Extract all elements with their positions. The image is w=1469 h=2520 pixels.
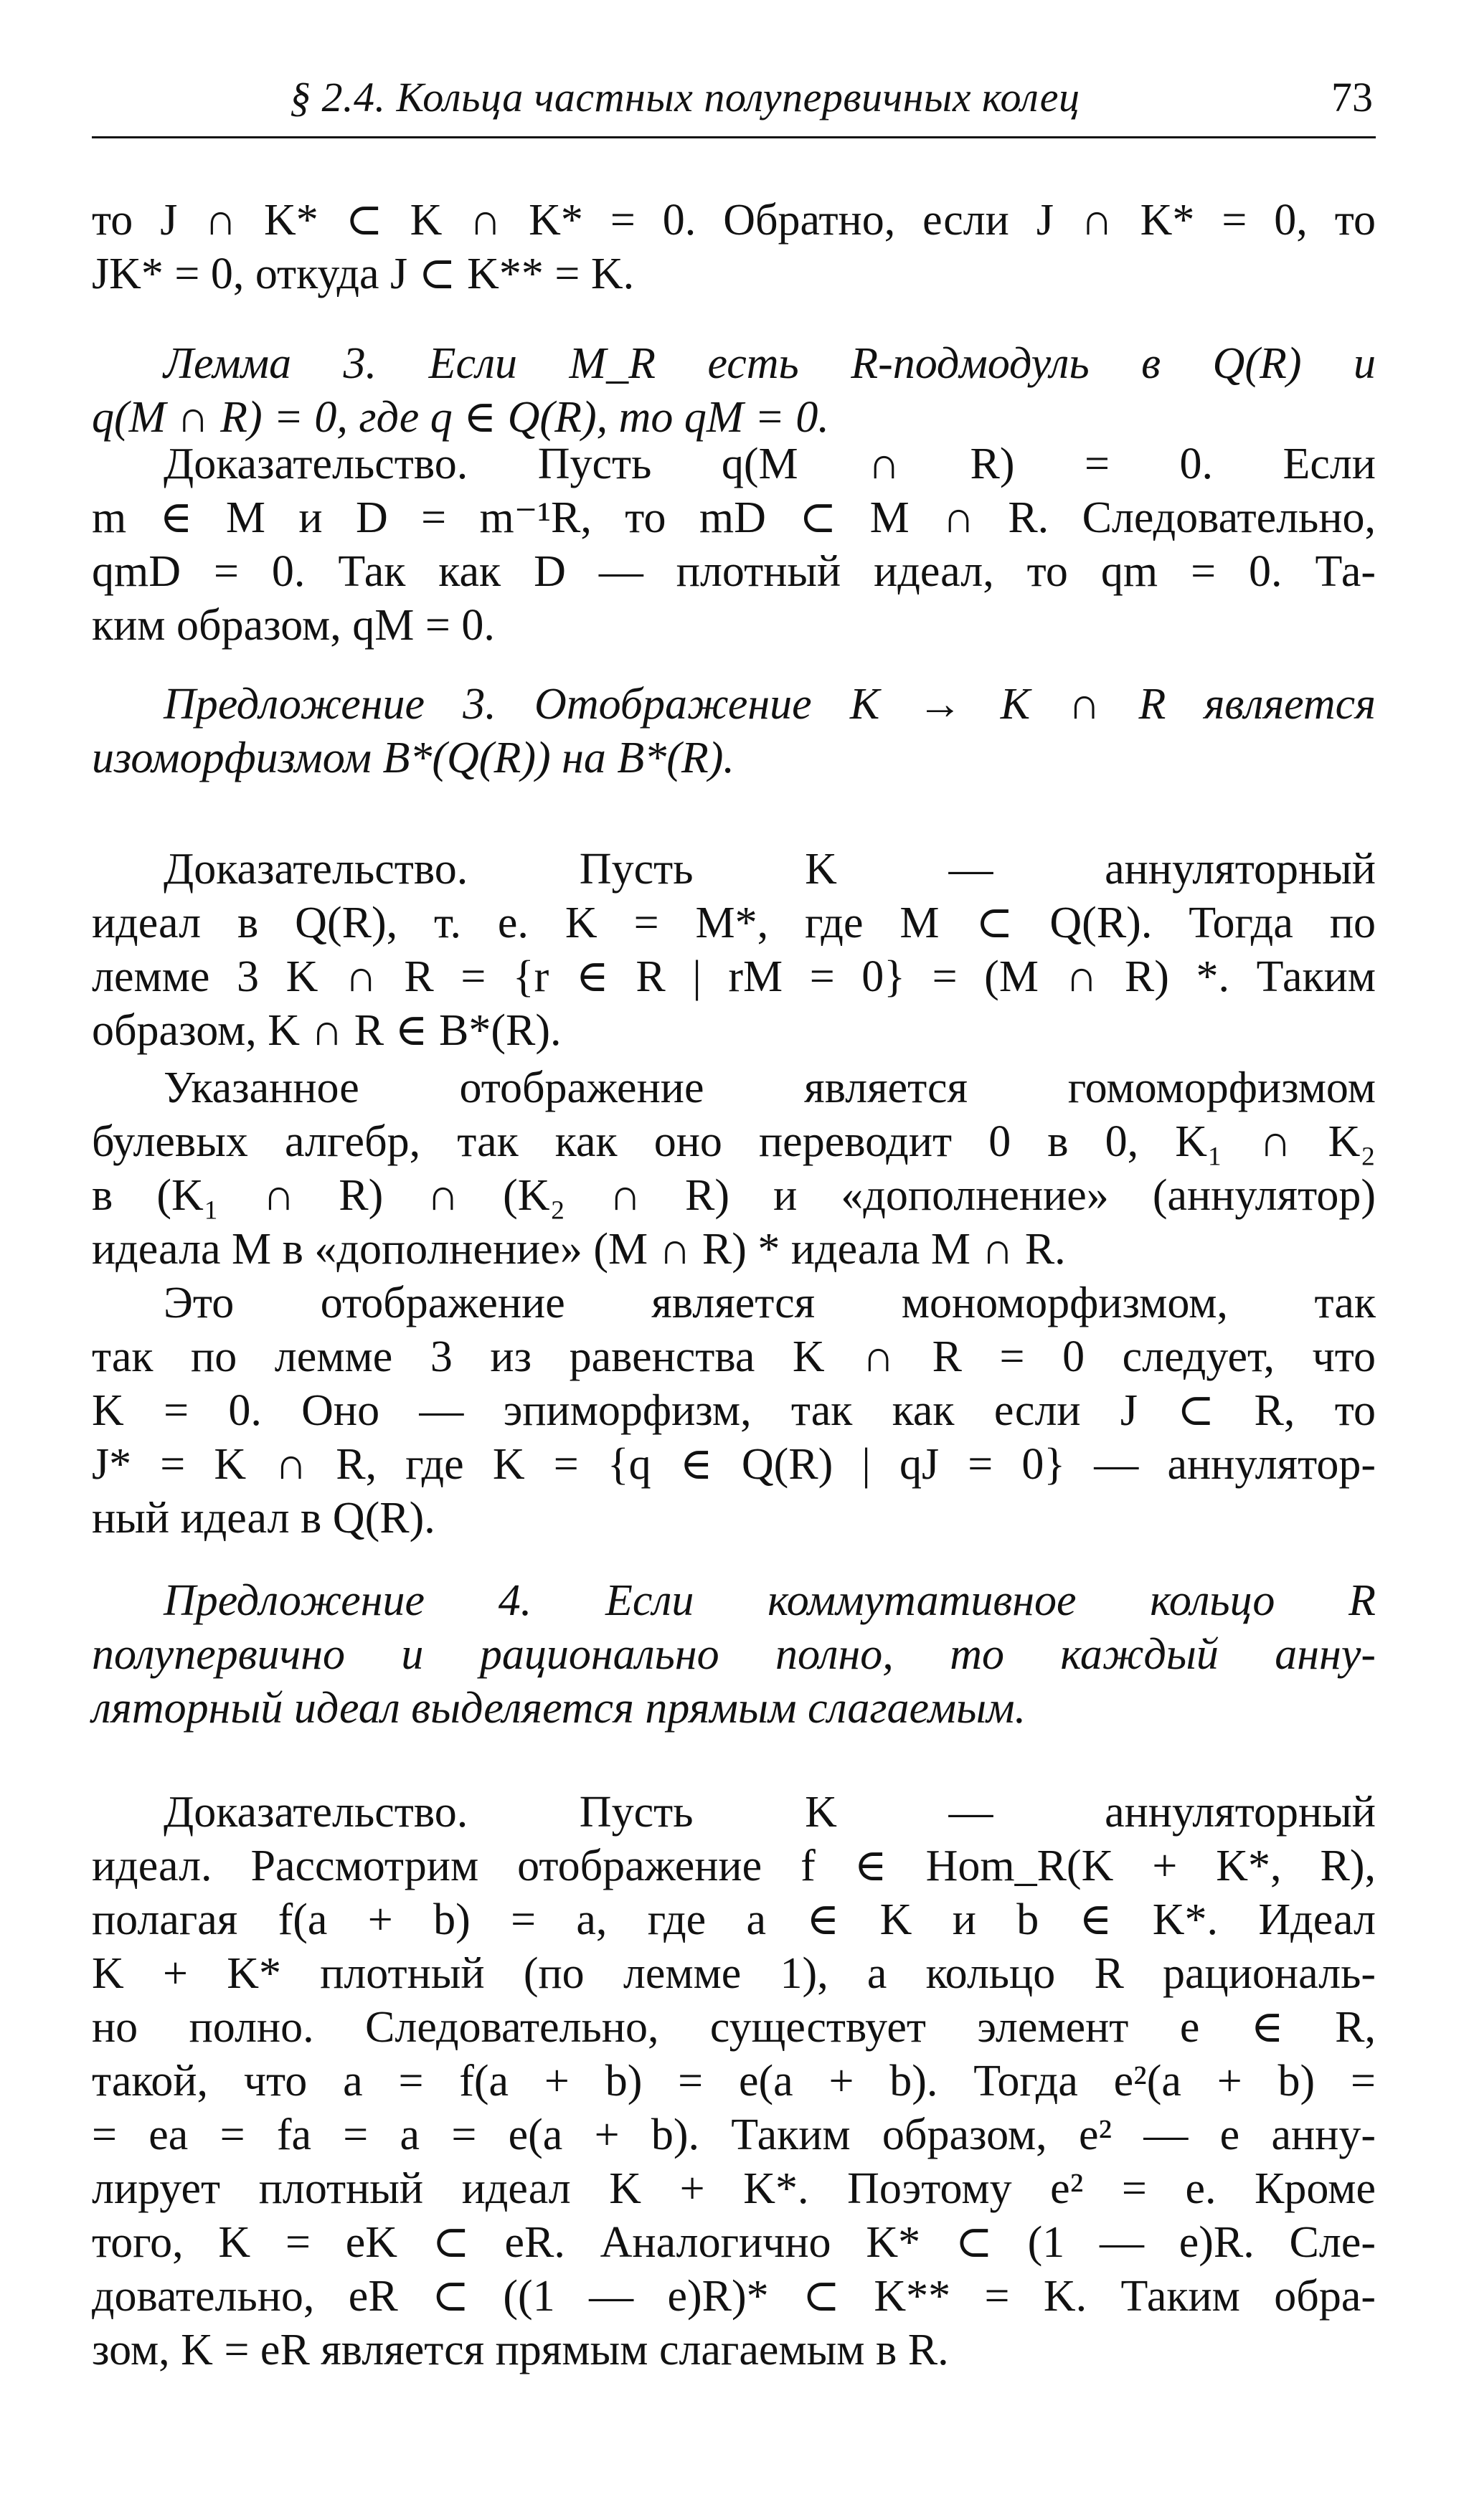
text-line: Лемма 3. Если M_R есть R-подмодуль в Q(R) и <box>164 339 1376 388</box>
text-line: ляторный идеал выделяется прямым слагаемым. <box>92 1684 1026 1733</box>
text-line: идеал в Q(R), т. е. K = M*, где M ⊂ Q(R). Тогда по <box>92 899 1376 947</box>
lemma-3 <box>92 337 1376 445</box>
page-number: 73 <box>1331 74 1373 120</box>
proposition-3-proof-isomorphism <box>92 1276 1376 1545</box>
text-line: = ea = fa = a = e(a + b). Таким образом, e² — e анну- <box>92 2111 1376 2159</box>
text-line: ким образом, qM = 0. <box>92 601 495 650</box>
text-line: зом, K = eR является прямым слагаемым в R. <box>92 2326 949 2374</box>
text-line: JK* = 0, откуда J ⊂ K** = K. <box>92 250 635 298</box>
proposition-3-proof-homomorphism <box>92 1061 1376 1276</box>
running-title: § 2.4. Кольца частных полупервичных колец <box>290 74 1080 120</box>
text-line: Это отображение является мономорфизмом, так <box>164 1279 1376 1327</box>
text-line: лемме 3 K ∩ R = {r ∈ R | rM = 0} = (M ∩ R) *. Таким <box>92 952 1376 1001</box>
text-line: ный идеал в Q(R). <box>92 1494 435 1543</box>
text-line: так по лемме 3 из равенства K ∩ R = 0 следует, что <box>92 1332 1376 1381</box>
text-line: того, K = eK ⊂ eR. Аналогично K* ⊂ (1 — e)R. Сле- <box>92 2218 1376 2267</box>
text-line: полупервично и рационально полно, то каждый анну- <box>92 1630 1376 1679</box>
text-line: в (K₁ ∩ R) ∩ (K₂ ∩ R) и «дополнение» (аннулятор) <box>92 1171 1376 1220</box>
proposition-4-proof <box>92 1786 1376 2377</box>
text-line: K + K* плотный (по лемме 1), а кольцо R рациональ- <box>92 1949 1376 1998</box>
lemma-3-proof <box>92 437 1376 653</box>
text-line: лирует плотный идеал K + K*. Поэтому e² = e. Кроме <box>92 2164 1376 2213</box>
text-line: изоморфизмом B*(Q(R)) на B*(R). <box>92 734 734 782</box>
text-line: образом, K ∩ R ∈ B*(R). <box>92 1006 562 1055</box>
text-line: но полно. Следовательно, существует элемент e ∈ R, <box>92 2003 1376 2052</box>
text-line: идеала M в «дополнение» (M ∩ R) * идеала M ∩ R. <box>92 1225 1066 1274</box>
book-page <box>92 65 1376 138</box>
proposition-3-proof <box>92 843 1376 1058</box>
text-line: Доказательство. Пусть K — аннуляторный <box>164 845 1376 894</box>
text-line: полагая f(a + b) = a, где a ∈ K и b ∈ K*. Идеал <box>92 1895 1376 1944</box>
text-line: Предложение 3. Отображение K → K ∩ R является <box>164 680 1376 729</box>
text-line: Доказательство. Пусть K — аннуляторный <box>164 1788 1376 1837</box>
proposition-3 <box>92 678 1376 785</box>
text-line: довательно, eR ⊂ ((1 — e)R)* ⊂ K** = K. Таким обра- <box>92 2272 1376 2321</box>
text-line: идеал. Рассмотрим отображение f ∈ Hom_R(K + K*, R), <box>92 1842 1376 1890</box>
text-line: K = 0. Оно — эпиморфизм, так как если J ⊂ R, то <box>92 1386 1376 1435</box>
text-line: такой, что a = f(a + b) = e(a + b). Тогда e²(a + b) = <box>92 2057 1376 2105</box>
intro-paragraph <box>92 194 1376 301</box>
text-line: Предложение 4. Если коммутативное кольцо R <box>164 1576 1376 1625</box>
running-header <box>92 65 1376 138</box>
text-line: Доказательство. Пусть q(M ∩ R) = 0. Если <box>164 440 1376 488</box>
text-line: m ∈ M и D = m⁻¹R, то mD ⊂ M ∩ R. Следовательно, <box>92 493 1376 542</box>
text-line: булевых алгебр, так как оно переводит 0 в 0, K₁ ∩ K₂ <box>92 1117 1376 1166</box>
proposition-4 <box>92 1574 1376 1735</box>
text-line: J* = K ∩ R, где K = {q ∈ Q(R) | qJ = 0} — аннулятор- <box>92 1440 1376 1489</box>
text-line: q(M ∩ R) = 0, где q ∈ Q(R), то qM = 0. <box>92 393 829 442</box>
text-line: qmD = 0. Так как D — плотный идеал, то qm = 0. Та- <box>92 547 1376 596</box>
text-line: то J ∩ K* ⊂ K ∩ K* = 0. Обратно, если J ∩ K* = 0, то <box>92 196 1376 245</box>
text-line: Указанное отображение является гомоморфизмом <box>164 1064 1376 1112</box>
